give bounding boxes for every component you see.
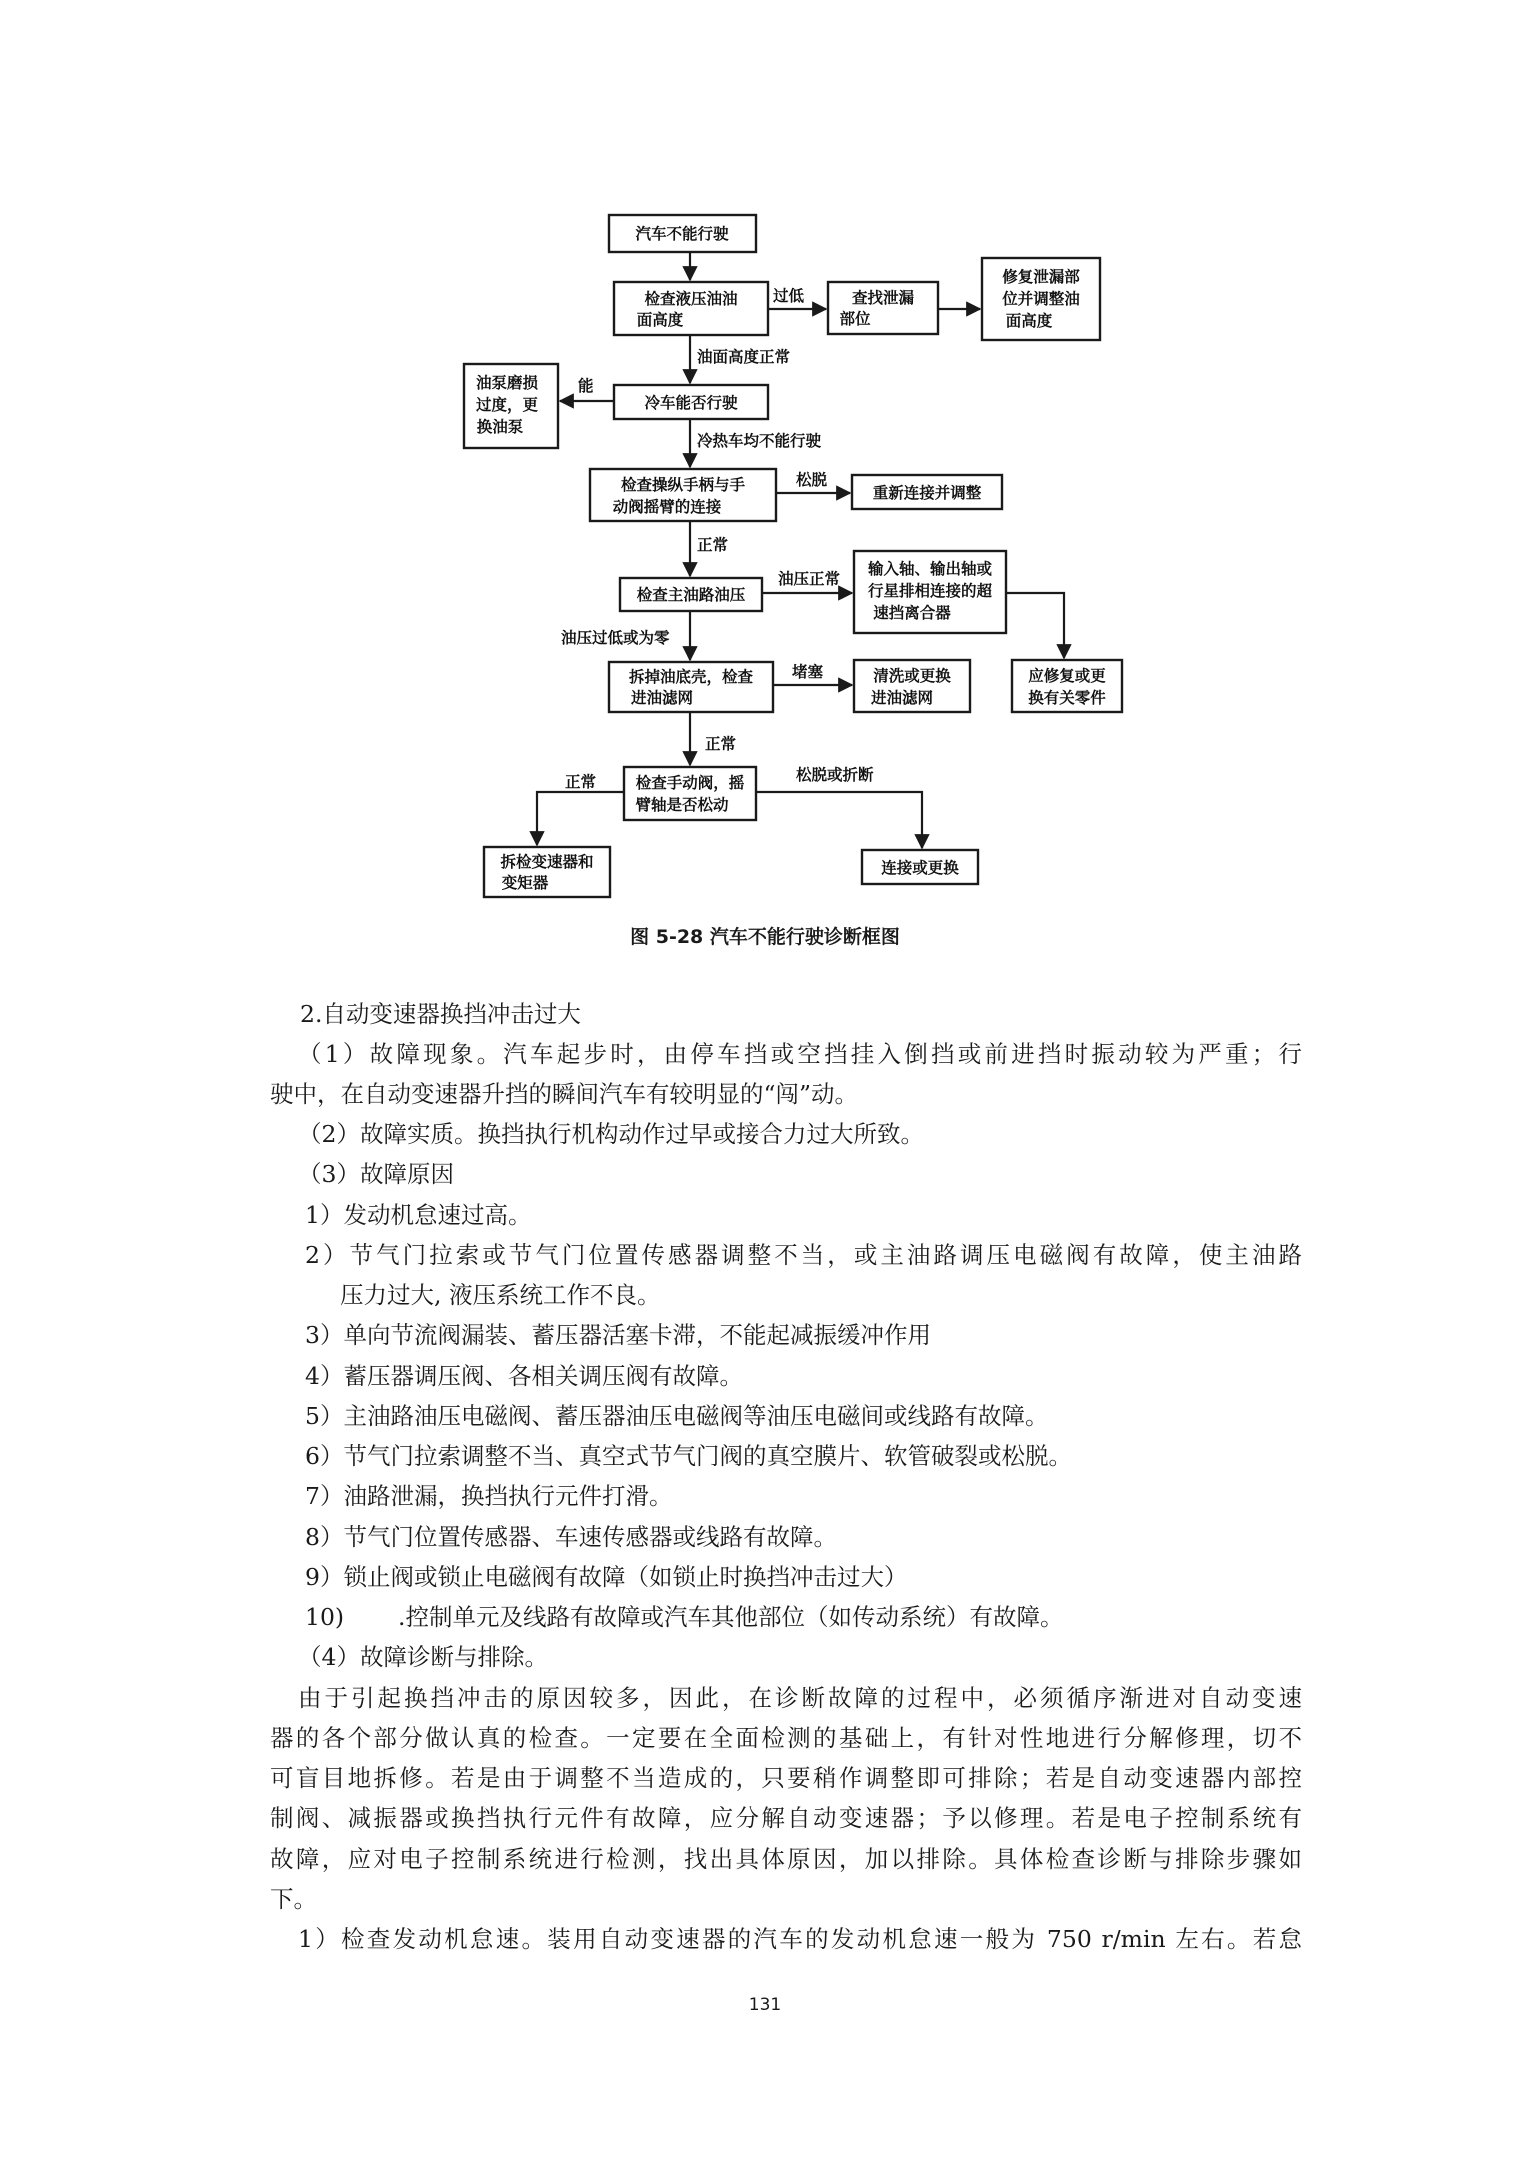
node-check-main-pressure [620, 578, 762, 611]
paragraph-diagnosis-heading: （4）故障诊断与排除。 [298, 1643, 548, 1671]
edge-label-normal-3: 正常 [565, 773, 597, 791]
node-text: 行星排相连接的超 [867, 582, 993, 600]
node-text: 输入轴、输出轴或 [867, 560, 993, 578]
edge-manual-valve-to-overhaul [537, 792, 624, 845]
node-text: 检查手动阀，摇 [635, 774, 745, 792]
node-text: 查找泄漏 [851, 289, 915, 307]
node-text: 拆掉油底壳，检查 [628, 668, 754, 686]
cause-item-1: 1）发动机怠速过高。 [305, 1201, 532, 1229]
node-text: 重新连接并调整 [872, 484, 982, 502]
node-check-oil-level [614, 282, 768, 335]
node-clean-filter [854, 660, 970, 712]
node-text: 检查操纵手柄与手 [620, 476, 746, 494]
node-text: 检查液压油油 [644, 290, 738, 308]
node-text: 位并调整油 [1002, 290, 1080, 308]
figure-caption: 图 5-28 汽车不能行驶诊断框图 [630, 926, 900, 948]
node-text: 检查主油路油压 [636, 586, 746, 604]
paragraph-diagnosis-line4: 制阀、减振器或换挡执行元件有故障，应分解自动变速器；予以修理。若是电子控制系统有 [270, 1804, 1302, 1832]
cause-item-4: 4）蓄压器调压阀、各相关调压阀有故障。 [305, 1362, 743, 1390]
node-text: 修复泄漏部 [1002, 268, 1080, 286]
node-text: 换油泵 [476, 418, 524, 436]
paragraph-essence: （2）故障实质。换挡执行机构动作过早或接合力过大所致。 [298, 1120, 924, 1148]
node-cold-drive [614, 385, 768, 419]
cause-item-7: 7）油路泄漏，换挡执行元件打滑。 [305, 1482, 673, 1510]
node-text: 速挡离合器 [873, 604, 951, 622]
paragraph-diagnosis-line1: 由于引起换挡冲击的原因较多，因此，在诊断故障的过程中，必须循序渐进对自动变速 [298, 1684, 1302, 1712]
node-text: 冷车能否行驶 [644, 394, 738, 412]
node-text: 应修复或更 [1028, 667, 1106, 685]
cause-item-3: 3）单向节流阀漏装、蓄压器活塞卡滞，不能起减振缓冲作用 [305, 1321, 931, 1349]
edge-manual-valve-to-connect [756, 792, 922, 848]
node-text: 过度，更 [475, 396, 539, 414]
page-number: 131 [748, 1995, 782, 2015]
node-replace-pump [464, 364, 558, 448]
edge-label-loose: 松脱 [796, 471, 828, 489]
node-text: 面高度 [1005, 312, 1053, 330]
paragraph-causes-heading: （3）故障原因 [298, 1160, 454, 1188]
edge-label-pressure-normal: 油压正常 [778, 570, 841, 588]
cause-item-8: 8）节气门位置传感器、车速传感器或线路有故障。 [305, 1523, 837, 1551]
edge-shaft-to-repair [1006, 593, 1064, 658]
cause-item-2-line2: 压力过大, 液压系统工作不良。 [340, 1281, 661, 1309]
node-text: 汽车不能行驶 [635, 225, 729, 243]
node-input-output-shaft [854, 551, 1006, 633]
cause-item-9: 9）锁止阀或锁止电磁阀有故障（如锁止时换挡冲击过大） [305, 1563, 908, 1591]
node-reconnect [852, 475, 1002, 509]
node-text: 拆检变速器和 [500, 853, 594, 871]
cause-item-10-number: 10) [305, 1603, 345, 1631]
node-text: 动阀摇臂的连接 [612, 498, 722, 516]
diagnosis-flowchart [0, 0, 1530, 920]
paragraph-symptom-line1: （1）故障现象。汽车起步时，由停车挡或空挡挂入倒挡或前进挡时振动较为严重；行 [298, 1040, 1302, 1068]
paragraph-diagnosis-line5: 故障，应对电子控制系统进行检测，找出具体原因，加以排除。具体检查诊断与排除步骤如 [270, 1845, 1302, 1873]
node-text: 臂轴是否松动 [635, 796, 729, 814]
node-text: 部位 [839, 310, 871, 328]
node-check-manual-valve [624, 767, 756, 820]
edge-label-pressure-low: 油压过低或为零 [561, 629, 670, 647]
node-text: 面高度 [636, 311, 684, 329]
node-text: 油泵磨损 [475, 374, 539, 392]
node-repair-replace [1012, 660, 1122, 712]
node-repair-leak [982, 258, 1100, 340]
section-heading: 2.自动变速器换挡冲击过大 [300, 1000, 581, 1028]
edge-label-level-normal: 油面高度正常 [697, 348, 791, 366]
edge-label-both-cannot: 冷热车均不能行驶 [697, 432, 822, 450]
node-text: 清洗或更换 [873, 667, 951, 685]
edge-label-can: 能 [578, 377, 594, 395]
node-remove-pan [609, 662, 773, 712]
paragraph-symptom-line2: 驶中，在自动变速器升挡的瞬间汽车有较明显的“闯”动。 [270, 1080, 859, 1108]
edge-label-normal-2: 正常 [705, 735, 737, 753]
node-check-linkage [590, 469, 776, 521]
paragraph-diagnosis-line6: 下。 [270, 1885, 317, 1913]
cause-item-10: .控制单元及线路有故障或汽车其他部位（如传动系统）有故障。 [398, 1603, 1064, 1631]
edge-label-too-low: 过低 [773, 287, 805, 305]
node-connect-replace [862, 850, 978, 884]
node-text: 变矩器 [501, 874, 549, 892]
node-text: 进油滤网 [870, 689, 934, 707]
node-start [609, 215, 756, 252]
paragraph-diagnosis-line3: 可盲目地拆修。若是由于调整不当造成的，只要稍作调整即可排除；若是自动变速器内部控 [270, 1764, 1302, 1792]
cause-item-5: 5）主油路油压电磁阀、蓄压器油压电磁阀等油压电磁间或线路有故障。 [305, 1402, 1049, 1430]
edge-label-loose-broken: 松脱或折断 [796, 766, 874, 784]
paragraph-diagnosis-line2: 器的各个部分做认真的检查。一定要在全面检测的基础上，有针对性地进行分解修理，切不 [270, 1724, 1302, 1752]
node-text: 换有关零件 [1028, 689, 1106, 707]
node-find-leak [828, 282, 938, 334]
edge-label-blocked: 堵塞 [792, 663, 824, 681]
edge-label-normal-1: 正常 [697, 536, 729, 554]
node-text: 进油滤网 [630, 689, 694, 707]
cause-item-6: 6）节气门拉索调整不当、真空式节气门阀的真空膜片、软管破裂或松脱。 [305, 1442, 1072, 1470]
node-overhaul [484, 847, 610, 897]
paragraph-step1: 1）检查发动机怠速。装用自动变速器的汽车的发动机怠速一般为 750 r/min 左右。若怠 [298, 1925, 1302, 1953]
node-text: 连接或更换 [881, 859, 959, 877]
cause-item-2-line1: 2）节气门拉索或节气门位置传感器调整不当，或主油路调压电磁阀有故障，使主油路 [305, 1241, 1302, 1269]
